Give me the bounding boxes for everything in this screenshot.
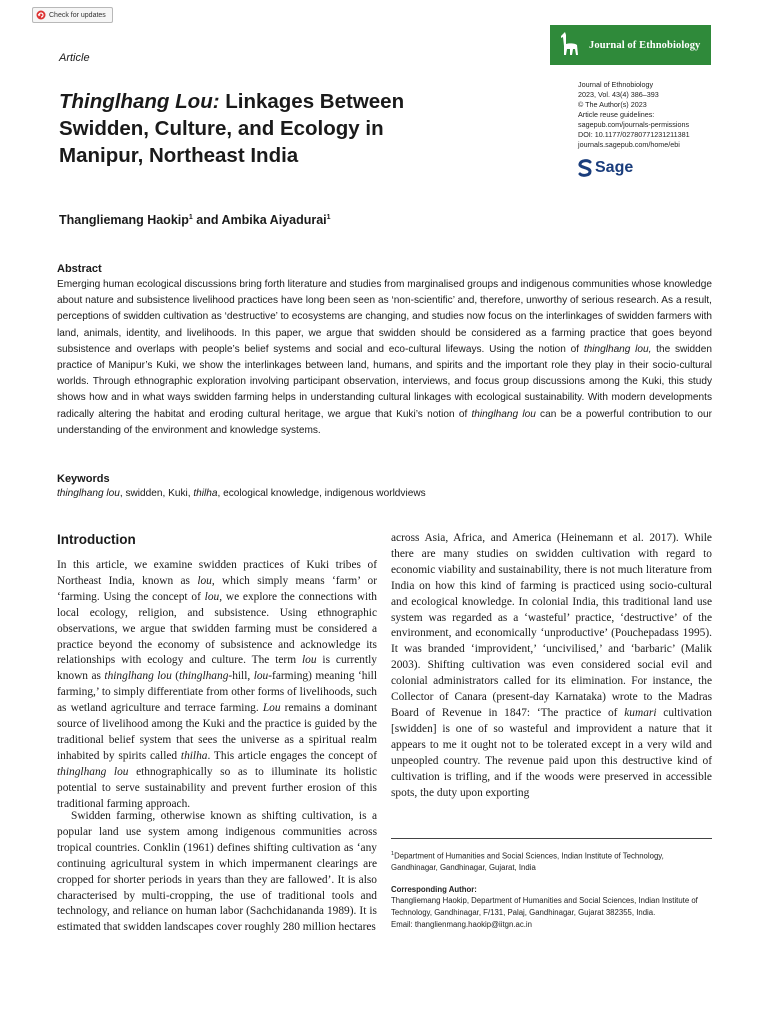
italic-term: lou	[253, 670, 269, 683]
text-segment: In this article, we examine swidden practices of Kuki tribes of Northeast India, known as	[57, 559, 377, 587]
keywords-heading: Keywords	[57, 473, 110, 485]
affiliation-text: Department of Humanities and Social Sciences, Indian Institute of Technology, Gandhinagar, Gandhinagar, Gujarat, India	[391, 851, 664, 873]
meta-reuse-label: Article reuse guidelines:	[578, 110, 655, 119]
text-segment: remains a dominant source of livelihood among the Kuki and the practice is guided by the traditional belief system that sees the universe as a spiritual realm inhabited by spirits called	[57, 702, 377, 762]
text-segment: . This article engages the concept of	[207, 749, 377, 762]
title-rest: Linkages Between Swidden, Culture, and Ecology in Manipur, Northeast India	[59, 90, 405, 167]
sage-logo-text: Sage	[595, 159, 634, 176]
meta-copyright: © The Author(s) 2023	[578, 100, 647, 109]
sage-s-icon	[578, 159, 592, 177]
italic-term: thinglhang lou	[104, 670, 172, 683]
meta-permissions-link[interactable]: sagepub.com/journals-permissions	[578, 120, 690, 129]
text-segment: cultivation [swidden] is one of so wasteful and improvident a nature that it appears to me it ought not to be tolerated except in a very wild and unpeopled country. The revenue paid upon this destructive kind of cultivation is trifling, and if the woods were preserved in accessible spots, the duty upon exporting	[391, 706, 712, 799]
journal-meta	[578, 80, 690, 150]
author-name: Ambika Aiyadurai	[221, 213, 327, 227]
meta-volume: 2023, Vol. 43(4) 386–393	[578, 90, 659, 99]
meta-doi[interactable]: DOI: 10.1177/02780771231211381	[578, 130, 690, 139]
corresponding-author-heading: Corresponding Author:	[391, 884, 477, 894]
journal-logo-text: Journal of Ethnobiology	[589, 39, 701, 51]
abstract-heading: Abstract	[57, 263, 102, 275]
corresponding-author-note	[391, 884, 712, 930]
meta-journal: Journal of Ethnobiology	[578, 80, 654, 89]
footnotes	[391, 849, 712, 940]
body-paragraph: Swidden farming, otherwise known as shifting cultivation, is a popular land use system among indigenous communities across tropical countries. Conklin (1961) defines shifting cultivation as ‘any continuing agricultural system in which impermanent clearings are cropped for shorter periods in years than they are fallowed’. It is also characterised by multi-cropping, the use of traditional tools and technology, and reliance on human labor (Sachchidananda 1989). It is estimated that swidden landscapes cover roughly 280 million hectares	[57, 810, 377, 934]
affiliation-note	[391, 849, 712, 874]
author-affiliation-mark: 1	[188, 213, 193, 221]
text-segment: ethnographically so as to illuminate its holistic potential to serve sustainability and prevent further erosion of this traditional farming approach.	[57, 765, 377, 810]
abstract-segment: can be a powerful contribution to our understanding of the environment and knowledge systems.	[57, 408, 713, 436]
italic-term: thinglhang lou	[57, 765, 129, 778]
italic-term: lou	[204, 590, 220, 603]
journal-logo	[550, 25, 711, 65]
keyword-segment: , swidden, Kuki,	[119, 488, 194, 499]
corresponding-author-text: Thangliemang Haokip, Department of Humanities and Social Sciences, Indian Institute of Technology, Gandhinagar, F/131, Palaj, Gandhinagar, Gujarat 382355, India.	[391, 896, 698, 917]
article-type-label: Article	[59, 52, 90, 64]
author-list	[59, 213, 331, 227]
italic-term: kumari	[624, 706, 657, 719]
author-affiliation-mark: 1	[326, 213, 331, 221]
llama-icon	[557, 31, 583, 59]
check-for-updates-label: Check for updates	[49, 11, 106, 19]
keyword: thilha	[193, 488, 218, 499]
sage-logo	[578, 159, 633, 177]
abstract-segment: the swidden practice of Manipur’s Kuki, we show the interlinkages between land, humans, and spirits and the important role they play in their socio-cultural worlds. Through ethnographic exploration involving participant observation, interviews, and focus group discussions among the Kuki, this study shows how and in what ways swidden farming helps in understanding cultural linkages with ecological sustainability. With modern developments radically altering the habitat and eroding cultural heritage, we argue that Kuki’s notion of	[57, 343, 712, 420]
meta-homepage-link[interactable]: journals.sagepub.com/home/ebi	[578, 140, 680, 149]
body-paragraph	[391, 531, 712, 801]
abstract-segment: Emerging human ecological discussions bring forth literature and studies from marginalised groups and indigenous communities whose knowledge about nature and subsistence livelihood practices have long been seen as ‘non-scientific’ and, therefore, unworthy of serious research. As a result, perceptions of swidden cultivation as ‘destructive’ to ecosystems are changing, and studies now focus on the interlinkages of swidden farmers with land, animals, identity, and livelihoods. In this paper, we argue that swidden should be considered as a farming practice that goes beyond subsistence and overlaps with people’s belief systems and social and eco-cultural lifeways. Using the notion of	[57, 279, 712, 355]
body-paragraph	[57, 558, 377, 813]
keywords-list	[57, 488, 426, 499]
abstract-term: thinglhang lou,	[583, 343, 652, 355]
footnote-divider	[391, 838, 712, 839]
title-italic-part: Thinglhang Lou:	[59, 90, 220, 113]
text-segment: across Asia, Africa, and America (Heinemann et al. 2017). While there are many studies on swidden cultivation with regard to economic viability and sustainability, there is not much literature from India on how this kind of farming is practiced using socio-cultural and ecological knowledge. In colonial India, this traditional land use system was regarded as a ‘wasteful’ practice, ‘destructive’ of the environment, and economically ‘unproductive’ (Pouchepadass 1995). It was branded ‘improvident,’ ‘uncivilised,’ and ‘barbaric’ (Malik 2003). Shifting cultivation was even considered social evil and colonial administrators called for its elimination. For instance, the Collector of Canara (present-day Karnataka) wrote to the Madras Board of Revenue in 1847: ‘The practice of	[391, 532, 712, 719]
affiliation-mark: 1	[391, 851, 395, 857]
section-heading-introduction: Introduction	[57, 532, 136, 547]
text-segment: -hill,	[228, 670, 254, 683]
italic-term: lou	[301, 654, 317, 667]
abstract-text	[57, 277, 712, 439]
corresponding-email[interactable]: Email: thanglienmang.haokip@iitgn.ac.in	[391, 919, 532, 929]
italic-term: thinglhang	[179, 670, 229, 683]
author-joiner: and	[192, 213, 222, 227]
text-segment: , which simply means ‘farm’ or ‘farming. Using the concept of	[57, 574, 377, 603]
italic-term: lou	[197, 574, 212, 587]
author-name: Thangliemang Haokip	[59, 213, 189, 227]
italic-term: thilha	[180, 749, 208, 762]
text-segment: , we explore the connections with local ecology, religion, and subsistence. Using ethnographic observations, we argue that swidden farming must be considered a practice beyond the economy of subsistence and acknowledge its relationships with ecology and culture. The term	[57, 590, 377, 667]
update-refresh-icon	[36, 10, 46, 20]
article-title	[59, 88, 459, 169]
abstract-term: thinglhang lou	[471, 408, 536, 420]
text-segment: is currently known as	[57, 654, 377, 683]
check-for-updates-button[interactable]	[32, 7, 113, 23]
text-segment: -farming) meaning ‘hill farming,’ to simply differentiate from other forms of livelihoods, such as wetland agriculture and terrace farming.	[57, 670, 377, 715]
text-segment: (	[171, 670, 180, 683]
keyword-segment: , ecological knowledge, indigenous worldviews	[217, 488, 426, 499]
italic-term: Lou	[262, 702, 281, 715]
keyword: thinglhang lou	[57, 488, 120, 499]
